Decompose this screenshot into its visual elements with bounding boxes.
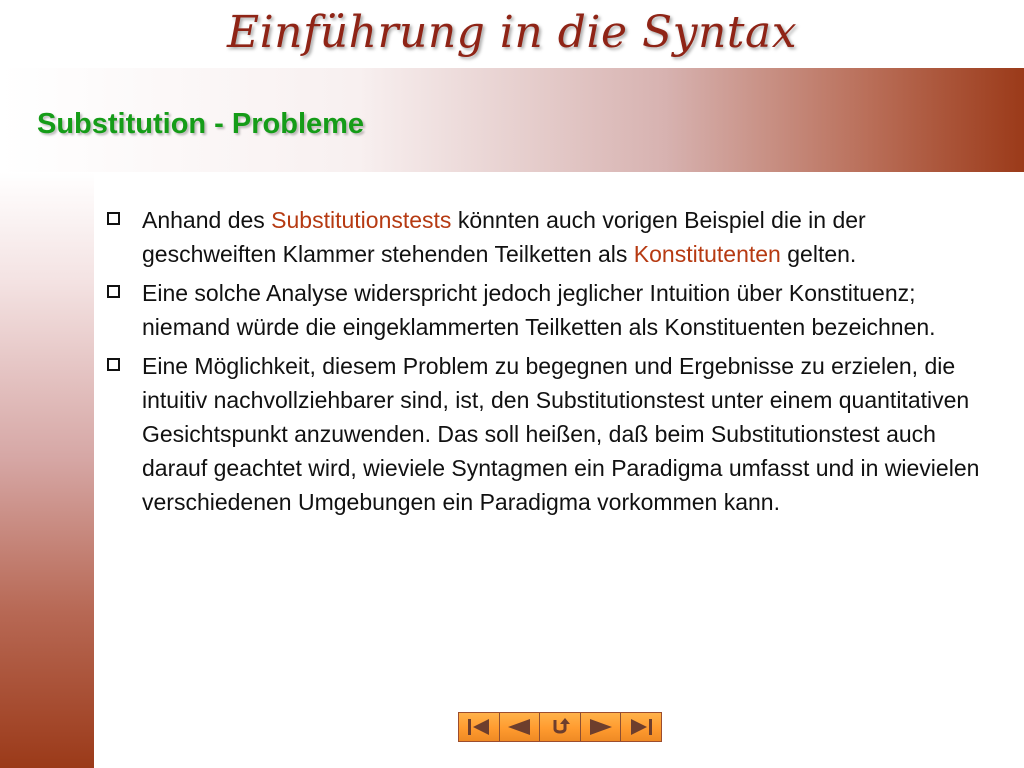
previous-icon [506, 718, 532, 736]
highlighted-term: Substitutionstests [271, 207, 452, 233]
first-slide-icon [466, 718, 492, 736]
bullet-text: Eine Möglichkeit, diesem Problem zu begegnen und Ergebnisse zu erzielen, die intuitiv nachvollziehbarer sind, ist, den Substitutionstest unter einem quantitativen Gesichtspunkt anzuwenden. Das soll heißen, daß beim Substitutionstest auch darauf geachtet wird, wieviele Syntagmen ein Paradigma umfasst und in wievielen verschiedenen Umgebungen ein Paradigma vorkommen kann. [142, 353, 980, 515]
bullet-item-2 [107, 276, 997, 344]
highlighted-term: Konstitutenten [633, 241, 781, 267]
square-bullet-icon [107, 212, 120, 225]
bullet-item-3 [107, 349, 997, 519]
next-icon [588, 718, 614, 736]
bullet-text-part: Anhand des [142, 207, 272, 233]
bullet-list [107, 203, 997, 524]
previous-slide-button[interactable] [500, 713, 541, 741]
navigation-bar [458, 712, 662, 742]
last-slide-icon [628, 718, 654, 736]
slide-title: Substitution - Probleme [37, 108, 365, 140]
logo-title: Einführung in die Syntax [226, 7, 798, 58]
return-button[interactable] [540, 713, 581, 741]
last-slide-button[interactable] [621, 713, 661, 741]
bullet-text-part: könnten auch vorigen Beispiel die in der geschweiften Klammer stehenden Teilketten als [142, 207, 866, 267]
left-gradient-band [0, 172, 94, 768]
first-slide-button[interactable] [459, 713, 500, 741]
bullet-text-part: gelten. [780, 241, 857, 267]
bullet-item-1 [107, 203, 997, 271]
bullet-text: Eine solche Analyse widerspricht jedoch jeglicher Intuition über Konstituenz; niemand würde die eingeklammerten Teilketten als Konstituenten bezeichnen. [142, 280, 936, 340]
square-bullet-icon [107, 358, 120, 371]
next-slide-button[interactable] [581, 713, 622, 741]
square-bullet-icon [107, 285, 120, 298]
return-icon [547, 717, 573, 737]
